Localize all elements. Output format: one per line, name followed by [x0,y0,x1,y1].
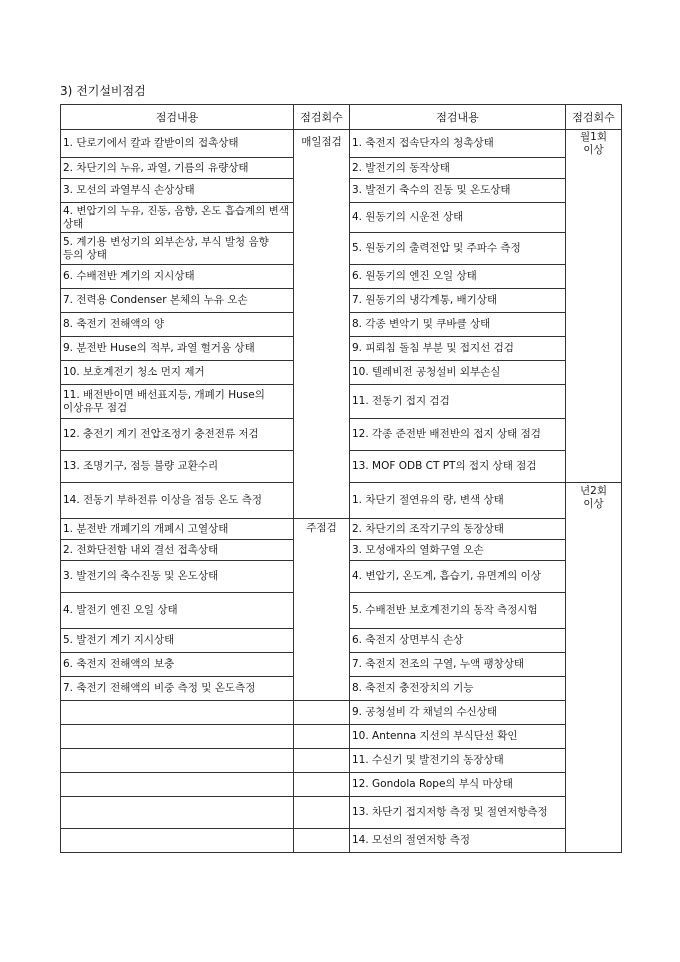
daily-item: 7. 전력용 Condenser 본체의 누유 오손 [61,289,294,313]
empty-cell [294,829,350,853]
empty-cell [61,797,294,829]
daily-item: 14. 전동기 부하전류 이상을 점등 온도 측정 [61,483,294,519]
semiannual-item: 10. Antenna 지선의 부식단선 확인 [350,725,566,749]
daily-item: 13. 조명기구, 점등 불량 교환수리 [61,451,294,483]
daily-item: 8. 축전기 전해액의 양 [61,313,294,337]
monthly-item: 1. 축전지 접속단자의 청촉상태 [350,130,566,158]
table-row [61,797,622,829]
monthly-item: 10. 텔레비전 공청설비 외부손실 [350,361,566,385]
empty-cell [61,701,294,725]
empty-cell [294,701,350,725]
monthly-item: 11. 전동기 접지 검검 [350,385,566,419]
monthly-item: 6. 원동기의 엔진 오일 상태 [350,265,566,289]
semiannual-item: 7. 축전지 전조의 구열, 누액 팽창상태 [350,653,566,677]
empty-cell [61,749,294,773]
monthly-item: 12. 각종 준전반 배전반의 접지 상태 점검 [350,419,566,451]
freq-monthly-line1: 월1회 [580,131,607,143]
table-row [61,725,622,749]
empty-cell [61,829,294,853]
header-content-right: 점검내용 [350,105,566,130]
weekly-item: 2. 전화단전함 내외 결선 접촉상태 [61,540,294,561]
monthly-item: 3. 발전기 축수의 진동 및 온도상태 [350,179,566,203]
semiannual-item: 5. 수배전반 보호계전기의 동작 측정시험 [350,593,566,629]
daily-item: 3. 모선의 과열부식 손상상태 [61,179,294,203]
freq-monthly-line2: 이상 [583,144,604,156]
freq-semiannual-line2: 이상 [583,498,604,510]
weekly-item: 6. 축전지 전해액의 보충 [61,653,294,677]
table-row [61,749,622,773]
monthly-item: 5. 원동기의 출력전압 및 주파수 측정 [350,233,566,265]
daily-item: 1. 단로기에서 칼과 칼받이의 접촉상태 [61,130,294,158]
weekly-item: 1. 분전반 개폐기의 개폐시 고열상태 [61,519,294,540]
daily-item: 4. 변압기의 누유, 진동, 음향, 온도 흡습계의 변색 상태 [61,203,294,233]
freq-weekly: 주점검 [294,519,350,701]
table-row [61,701,622,725]
daily-item: 10. 보호계전기 청소 먼지 제거 [61,361,294,385]
weekly-item: 3. 발전기의 축수진동 및 온도상태 [61,561,294,593]
daily-item: 9. 분전반 Huse의 적부, 과열 헐거움 상태 [61,337,294,361]
semiannual-item: 4. 변압기, 온도계, 흡습기, 유면계의 이상 [350,561,566,593]
semiannual-item: 14. 모선의 절연저항 측정 [350,829,566,853]
daily-item: 12. 충전기 계기 전압조정기 충전전류 저검 [61,419,294,451]
empty-cell [294,725,350,749]
empty-cell [61,725,294,749]
table-row [61,829,622,853]
freq-semiannual-line1: 년2회 [580,485,607,497]
semiannual-item: 8. 축전지 충전장치의 기능 [350,677,566,701]
empty-cell [294,773,350,797]
daily-item: 11. 배전반이면 배선표지등, 개폐기 Huse의 이상유무 점검 [61,385,294,419]
empty-cell [61,773,294,797]
weekly-item: 4. 발전기 엔진 오일 상태 [61,593,294,629]
monthly-item: 13. MOF ODB CT PT의 접지 상태 점검 [350,451,566,483]
header-freq-left: 점검회수 [294,105,350,130]
daily-item: 5. 계기용 변성기의 외부손상, 부식 발청 음향 등의 상태 [61,233,294,265]
freq-monthly [566,130,622,483]
semiannual-item: 12. Gondola Rope의 부식 마상태 [350,773,566,797]
daily-item: 6. 수배전반 계기의 지시상태 [61,265,294,289]
monthly-item: 9. 피뢰침 돌침 부분 및 접지선 검검 [350,337,566,361]
semiannual-item: 2. 차단기의 조작기구의 동장상태 [350,519,566,540]
freq-semiannual [566,483,622,853]
semiannual-item: 13. 차단기 접지저항 측정 및 절연저항측정 [350,797,566,829]
semiannual-item: 9. 공청설비 각 채널의 수신상태 [350,701,566,725]
header-freq-right: 점검회수 [566,105,622,130]
inspection-table [60,104,622,853]
semiannual-item: 6. 축전지 상면부식 손상 [350,629,566,653]
semiannual-item: 11. 수신기 및 발전기의 동장상태 [350,749,566,773]
monthly-item: 8. 각종 변악기 및 쿠바클 상태 [350,313,566,337]
empty-cell [294,749,350,773]
daily-item: 2. 차단기의 누유, 과열, 기름의 유량상태 [61,158,294,179]
table-row [61,773,622,797]
monthly-item: 4. 원동기의 시운전 상태 [350,203,566,233]
table-row [61,130,622,158]
monthly-item: 2. 발전기의 동작상태 [350,158,566,179]
empty-cell [294,797,350,829]
monthly-item: 7. 원동기의 냉각계통, 배기상태 [350,289,566,313]
header-content-left: 점검내용 [61,105,294,130]
table-header-row [61,105,622,130]
table-row [61,519,622,540]
freq-daily: 매일점검 [294,130,350,519]
section-title: 3) 전기설비점검 [60,84,146,98]
weekly-item: 7. 축전기 전해액의 비중 측정 및 온도측정 [61,677,294,701]
semiannual-item: 1. 차단기 절연유의 량, 변색 상태 [350,483,566,519]
semiannual-item: 3. 모성애자의 열화구열 오손 [350,540,566,561]
weekly-item: 5. 발전기 계기 지시상태 [61,629,294,653]
